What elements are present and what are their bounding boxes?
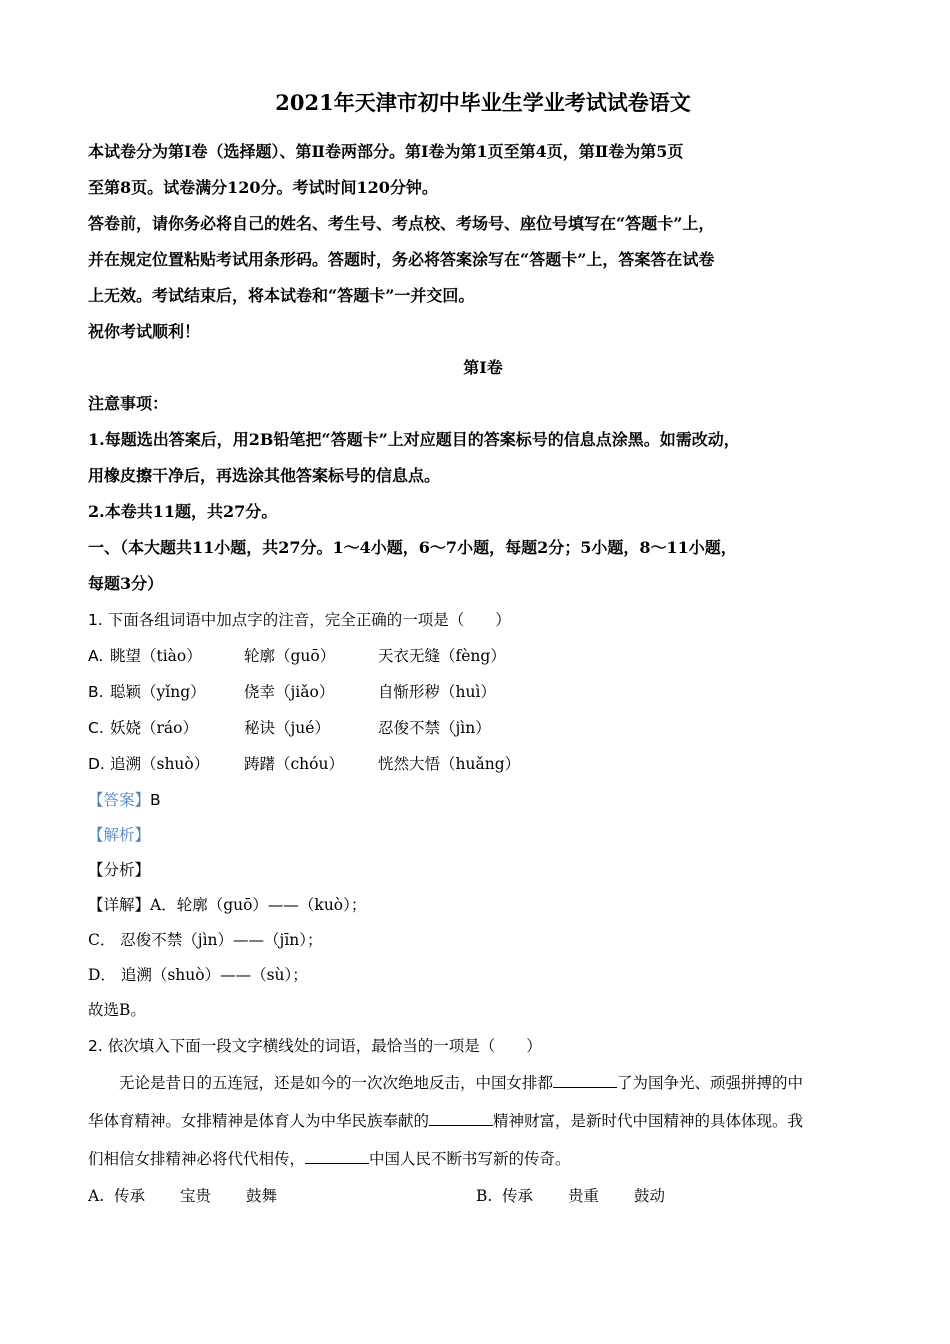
- option-letter: C.: [88, 719, 104, 737]
- passage-text: 无论是昔日的五连冠，还是如今的一次次绝地反击，中国女排都: [119, 1074, 554, 1092]
- option-word: 踌躇（chóu）: [244, 755, 344, 773]
- option-word: 自惭形秽（huì）: [378, 683, 496, 701]
- option-word: 眺望（tiào）: [110, 647, 202, 665]
- question-2-option-a: [88, 1178, 476, 1214]
- page-title: 2021年天津市初中毕业生学业考试试卷语文: [275, 90, 691, 115]
- option-word: 恍然大悟（huǎng）: [378, 755, 521, 773]
- option-letter: A.: [88, 1187, 105, 1205]
- option-word: 侥幸（jiǎo）: [244, 683, 335, 701]
- intro-line: 答卷前，请你务必将自己的姓名、考生号、考点校、考场号、座位号填写在“答题卡”上，: [88, 214, 715, 233]
- passage-text: 精神财富，是新时代中国精神的具体体现。我: [493, 1112, 804, 1130]
- detail-line: D． 追溯（shuò）——（sù）；: [88, 966, 308, 984]
- question-1-option-c: [88, 710, 878, 746]
- analysis-tag: 【解析】: [88, 826, 151, 844]
- fill-blank-3: [305, 1149, 369, 1164]
- option-letter: A.: [88, 647, 104, 665]
- notes-line: 1.每题选出答案后，用2B铅笔把“答题卡”上对应题目的答案标号的信息点涂黑。如需改动，: [88, 430, 740, 449]
- option-word: 传承: [114, 1187, 146, 1205]
- answer-line: [88, 782, 878, 818]
- option-word: 宝贵: [180, 1187, 212, 1205]
- option-word: 贵重: [568, 1187, 600, 1205]
- intro-line: 本试卷分为第Ⅰ卷（选择题）、第Ⅱ卷两部分。第Ⅰ卷为第1页至第4页，第Ⅱ卷为第5页: [88, 142, 684, 161]
- option-word: 妖娆（ráo）: [110, 719, 198, 737]
- option-word: 聪颖（yǐng）: [110, 683, 206, 701]
- detail-line: 故选B。: [88, 1001, 146, 1019]
- option-word: 鼓动: [634, 1187, 666, 1205]
- fenxi-line: 【分析】: [88, 861, 151, 879]
- option-letter: B.: [476, 1187, 493, 1205]
- option-word: 追溯（shuò）: [110, 755, 210, 773]
- answer-tag: 【答案】: [88, 791, 151, 809]
- option-word: 秘诀（jué）: [244, 719, 330, 737]
- question-2-option-b: [476, 1178, 864, 1214]
- option-word: 忍俊不禁（jìn）: [378, 719, 491, 737]
- notes-heading: 注意事项：: [88, 394, 169, 413]
- passage-line: [88, 1102, 878, 1140]
- detail-line: 【详解】A．轮廓（guō）——（kuò）；: [88, 896, 367, 914]
- option-letter: D.: [88, 755, 105, 773]
- document-page: [88, 86, 878, 1214]
- passage-line: [88, 1140, 878, 1178]
- option-word: 轮廓（guō）: [244, 647, 336, 665]
- section-title: 第Ⅰ卷: [463, 358, 503, 377]
- answer-value: B: [150, 791, 161, 809]
- notes-line: 用橡皮擦干净后，再选涂其他答案标号的信息点。: [88, 466, 441, 485]
- notes-line: 2.本卷共11题，共27分。: [88, 502, 278, 521]
- detail-line: C． 忍俊不禁（jìn）——（jīn）；: [88, 931, 323, 949]
- intro-line: 祝你考试顺利！: [88, 322, 201, 341]
- passage-text: 华体育精神。女排精神是体育人为中华民族奉献的: [88, 1112, 430, 1130]
- passage-text: 们相信女排精神必将代代相传，: [88, 1150, 306, 1168]
- question-2-options: [88, 1178, 878, 1214]
- fill-blank-2: [429, 1111, 493, 1126]
- question-2-stem: 2. 依次填入下面一段文字横线处的词语，最恰当的一项是（ ）: [88, 1037, 542, 1055]
- passage-text: 了为国争光、顽强拼搏的中: [617, 1074, 804, 1092]
- notes-line: 每题3分）: [88, 574, 164, 593]
- fill-blank-1: [553, 1073, 617, 1088]
- question-1-option-b: [88, 674, 878, 710]
- option-letter: B.: [88, 683, 104, 701]
- question-1-option-a: [88, 638, 878, 674]
- notes-line: 一、（本大题共11小题，共27分。1～4小题，6～7小题，每题2分；5小题，8～11小题，: [88, 538, 737, 557]
- passage-text: 中国人民不断书写新的传奇。: [369, 1150, 571, 1168]
- intro-line: 至第8页。试卷满分120分。考试时间120分钟。: [88, 178, 438, 197]
- question-1-stem: 1. 下面各组词语中加点字的注音，完全正确的一项是（ ）: [88, 611, 511, 629]
- intro-line: 上无效。考试结束后，将本试卷和“答题卡”一并交回。: [88, 286, 475, 305]
- analysis-line: [88, 818, 878, 853]
- passage-line: [88, 1064, 878, 1102]
- intro-line: 并在规定位置粘贴考试用条形码。答题时，务必将答案涂写在“答题卡”上，答案答在试卷: [88, 250, 715, 269]
- question-1-option-d: [88, 746, 878, 782]
- option-word: 传承: [502, 1187, 534, 1205]
- option-word: 鼓舞: [246, 1187, 278, 1205]
- option-word: 天衣无缝（fèng）: [378, 647, 506, 665]
